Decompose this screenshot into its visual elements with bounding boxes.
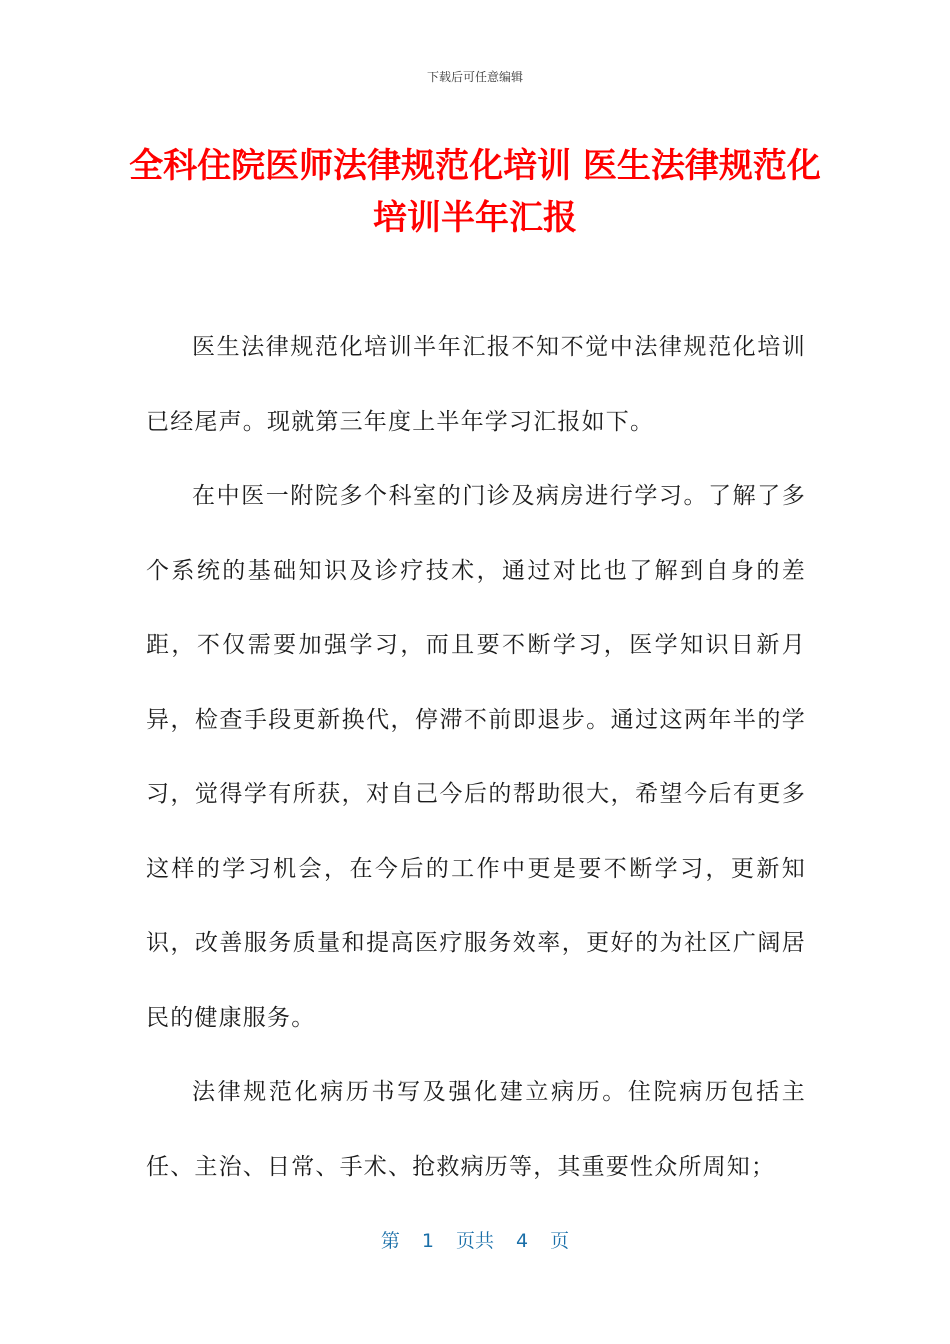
page-footer (0, 1226, 950, 1253)
page-suffix: 页 (550, 1230, 570, 1252)
page-prefix: 第 (380, 1230, 400, 1252)
header-note: 下载后可任意编辑 (426, 70, 523, 84)
document-title: 全科住院医师法律规范化培训 医生法律规范化培训半年汇报 (129, 146, 821, 238)
paragraph: 在中医一附院多个科室的门诊及病房进行学习。了解了多个系统的基础知识及诊疗技术，通过对比也了解到自身的差距，不仅需要加强学习，而且要不断学习，医学知识日新月异，检查手段更新换代，停滞不前即退步。通过这两年半的学习，觉得学有所获，对自己今后的帮助很大，希望今后有更多这样的学习机会，在今后的工作中更是要不断学习，更新知识，改善服务质量和提高医疗服务效率，更好的为社区广阔居民的健康服务。 (146, 483, 806, 1031)
document-body (146, 310, 806, 1204)
paragraph: 法律规范化病历书写及强化建立病历。住院病历包括主任、主治、日常、手术、抢救病历等，其重要性众所周知； (146, 1079, 806, 1180)
page-total: 4 (516, 1230, 529, 1252)
page-middle: 页共 (455, 1230, 494, 1252)
page-current: 1 (421, 1230, 434, 1252)
paragraph: 医生法律规范化培训半年汇报不知不觉中法律规范化培训已经尾声。现就第三年度上半年学习汇报如下。 (146, 334, 806, 435)
